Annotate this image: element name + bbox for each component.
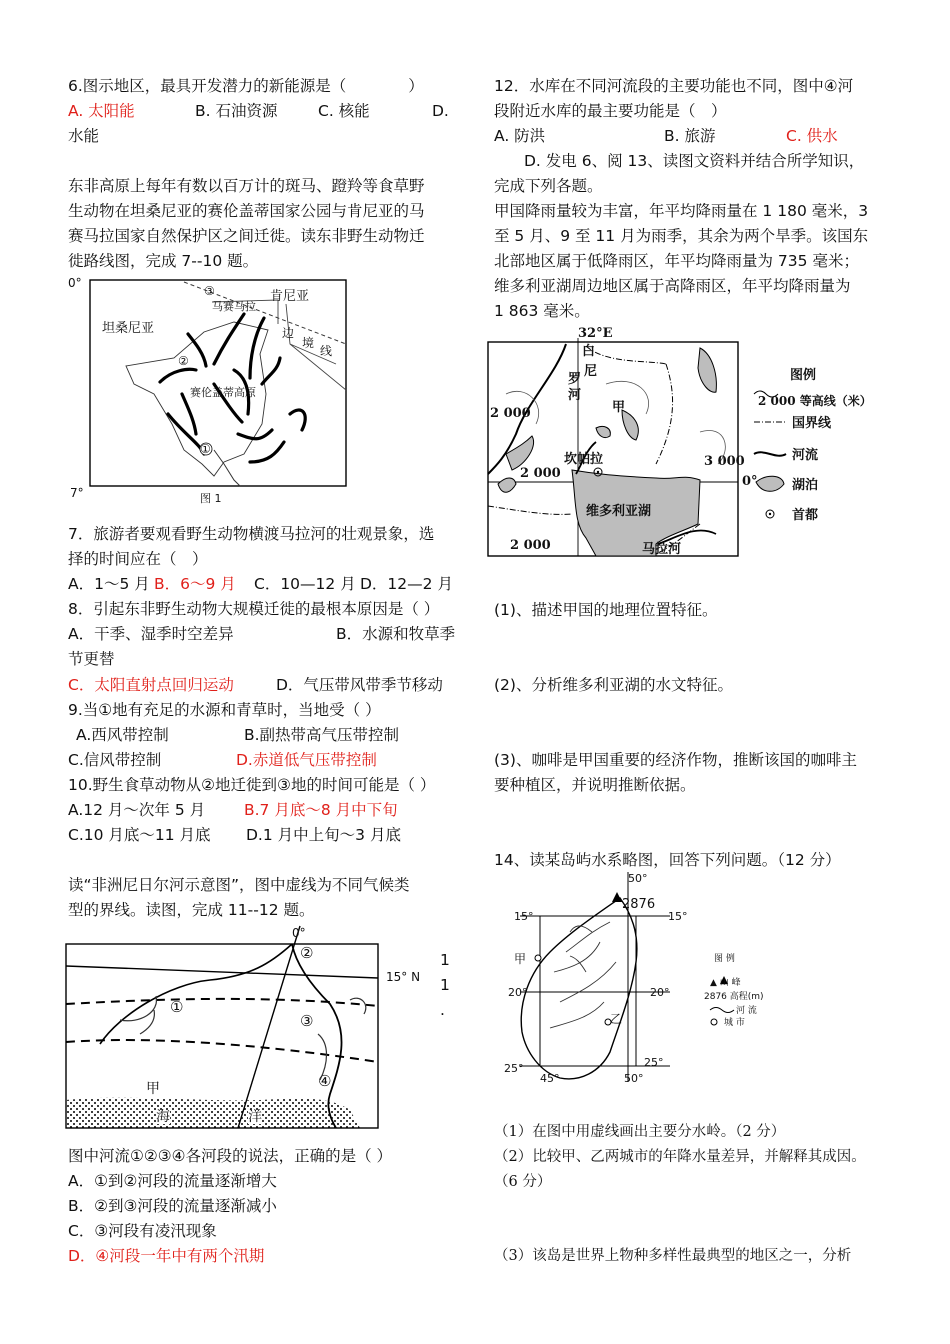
sea-label: 海 [156,1109,170,1125]
legend-river: 河 流 [736,1006,757,1016]
q14-part-2: （2）比较甲、乙两城市的年降水量差异，并解释其成因。 [494,1149,866,1165]
intro-line: 型的界线。读图，完成 11--12 题。 [68,901,315,919]
point-1-label: ① [200,442,211,456]
niger-river-map-graphic [60,924,440,1134]
q8-option-a: A．干季、湿季时空差异 [68,625,234,643]
border-label-3: 线 [320,344,333,358]
lat-15n-label: 15° N [386,970,421,984]
masai-mara-label: 马赛马拉 [212,300,256,313]
niger-river-map [60,924,440,1134]
reach-2-label: ② [300,944,314,962]
intro-line: 读“非洲尼日尔河示意图”，图中虚线为不同气候类 [68,876,410,894]
q6-option-c: C. 核能 [318,102,370,120]
q14-part-3: （3）该岛是世界上物种多样性最典型的地区之一，分析 [494,1248,852,1264]
legend-title: 图例 [790,368,817,383]
country-jia-label: 甲 [612,400,626,415]
ocean-label: 洋 [248,1109,262,1125]
intro-line: 甲国降雨量较为丰富，年平均降雨量在 1 180 毫米，3 [494,202,869,220]
kampala-label: 坎帕拉 [564,452,604,467]
lon-0-label: 0° [292,926,306,940]
side-number: 1 [440,951,450,969]
side-number: . [440,1001,445,1019]
q9-option-b: B.副热带高气压带控制 [244,726,400,744]
contour-label: 3 000 [704,454,745,469]
q6-option-d: D. [432,102,449,120]
q12-option-b: B. 旅游 [664,127,716,145]
q6-option-d-text: 水能 [68,127,100,145]
contour-label: 2 000 [520,466,561,481]
q13-part-3: (3)、咖啡是甲国重要的经济作物，推断该国的咖啡主 [494,751,857,769]
q12-option-c: C. 供水 [786,127,838,145]
lat-0-label: 0° [68,276,82,290]
legend-river: 河流 [792,448,819,463]
intro-line: 维多利亚湖周边地区属于高降雨区，年平均降雨量为 [494,277,851,295]
q12-option-a: A. 防洪 [494,127,546,145]
white-nile-char: 白 [582,344,596,359]
q7-stem-cont: 择的时间应在（ ） [68,550,208,568]
migration-map [64,274,364,510]
border-label-1: 边 [282,326,295,340]
q8-option-b-cont: 节更替 [68,650,115,668]
figure-caption: 图 1 [200,492,222,505]
lat-15-right-label: 15° [668,910,688,923]
q10-option-c: C.10 月底～11 月底 [68,826,211,844]
q11-option-c: C．③河段有凌汛现象 [68,1222,217,1240]
peak-elevation-label: 2876 [622,897,656,912]
lake-victoria-label: 维多利亚湖 [586,504,652,519]
q9-option-d: D.赤道低气压带控制 [236,751,377,769]
q7-option-a: A．1～5 月 [68,575,150,593]
intro-line: 赛马拉国家自然保护区之间迁徙。读东非野生动物迁 [68,227,425,245]
q11-option-b: B．②到③河段的流量逐渐减小 [68,1197,277,1215]
lake-victoria-map [486,324,886,560]
q9-stem: 9.当①地有充足的水源和青草时，当地受（ ） [68,701,381,719]
q10-option-d: D.1 月中上旬～3 月底 [246,826,401,844]
kenya-label: 肯尼亚 [270,289,310,304]
q7-option-d: D．12—2 月 [360,575,453,593]
q10-stem: 10.野生食草动物从②地迁徙到③地的时间可能是（ ） [68,776,436,794]
q11-option-a: A．①到②河段的流量逐渐增大 [68,1172,277,1190]
contour-label: 2 000 [510,538,551,553]
lat-25-left-label: 25° [504,1062,524,1075]
lon-50-bottom-label: 50° [624,1072,644,1085]
white-nile-char: 罗 [568,372,582,387]
lon-45-label: 45° [540,1072,560,1085]
white-nile-char: 尼 [584,364,598,379]
legend-capital: 首都 [792,508,819,523]
legend-contour: 2 000 等高线（米） [758,394,872,408]
q13-part-3-cont: 要种植区，并说明推断依据。 [494,776,696,794]
mara-river-label: 马拉河 [642,542,682,557]
reach-1-label: ① [170,998,184,1016]
island-drainage-map [500,872,900,1092]
reach-3-label: ③ [300,1012,314,1030]
q8-option-b: B．水源和牧草季 [336,625,456,643]
lon-32e-label: 32°E [578,326,613,341]
q7-stem: 7．旅游者要观看野生动物横渡马拉河的壮观景象，选 [68,525,435,543]
serengeti-plateau-label: 赛伦盖蒂高原 [190,386,256,399]
jia-label: 甲 [146,1081,160,1097]
q14-part-2-cont: （6 分） [494,1174,552,1190]
intro-line: 生动物在坦桑尼亚的赛伦盖蒂国家公园与肯尼亚的马 [68,202,425,220]
q10-option-b: B.7 月底～8 月中下旬 [244,801,398,819]
q11-option-d: D．④河段一年中有两个汛期 [68,1247,265,1265]
q13-part-2: (2)、分析维多利亚湖的水文特征。 [494,676,733,694]
lat-25-right-label: 25° [644,1056,664,1069]
q14-stem: 14、读某岛屿水系略图，回答下列问题。（12 分） [494,851,841,869]
q12-option-d: D. 发电 6、阅 13、读图文资料并结合所学知识， [524,152,865,170]
legend-elevation: 2876 高程(m) [704,992,764,1002]
legend-border: 国界线 [792,416,832,431]
q9-option-a: A.西风带控制 [76,726,169,744]
legend-lake: 湖泊 [792,478,819,493]
q12-stem-cont: 段附近水库的最主要功能是（ ） [494,102,727,120]
city-jia-label: 甲 [514,952,527,966]
intro-line: 至 5 月、9 至 11 月为雨季，其余为两个旱季。该国东 [494,227,869,245]
reach-4-label: ④ [318,1072,332,1090]
contour-label: 2 000 [490,406,531,421]
lake-victoria-map-graphic [486,324,886,560]
island-drainage-map-graphic [500,872,900,1092]
q11-stem: 图中河流①②③④各河段的说法，正确的是（ ） [68,1147,393,1165]
intro-line: 1 863 毫米。 [494,302,590,320]
white-nile-char: 河 [568,388,582,403]
point-2-label: ② [178,354,189,368]
q7-option-b: B．6～9 月 [154,575,236,593]
q6-option-b: B. 石油资源 [195,102,278,120]
legend-title: 图 例 [714,954,735,964]
point-3-label: ③ [204,284,215,298]
lat-20-left-label: 20° [508,986,528,999]
city-yi-label: 乙 [610,1012,623,1026]
lat-7-label: 7° [70,486,84,500]
q12-stem: 12．水库在不同河流段的主要功能也不同，图中④河 [494,77,854,95]
equator-label: 0° [742,474,758,489]
intro-line: 北部地区属于低降雨区，年平均降雨量为 735 毫米； [494,252,859,270]
q8-stem: 8．引起东非野生动物大规模迁徙的最根本原因是（ ） [68,600,440,618]
tanzania-label: 坦桑尼亚 [102,321,155,336]
intro-line: 完成下列各题。 [494,177,603,195]
q10-option-a: A.12 月～次年 5 月 [68,801,206,819]
intro-line: 徙路线图，完成 7--10 题。 [68,252,259,270]
lon-50-top-label: 50° [628,872,648,885]
q7-option-c: C．10—12 月 [254,575,356,593]
lat-20-right-label: 20° [650,986,670,999]
legend-peak: ▲ 山 峰 [710,978,741,988]
q6-stem: 6.图示地区，最具开发潜力的新能源是（ ） [68,77,424,95]
q6-option-a: A. 太阳能 [68,102,135,120]
lat-15-left-label: 15° [514,910,534,923]
legend-city: 城 市 [724,1018,745,1028]
q8-option-c: C．太阳直射点回归运动 [68,676,234,694]
intro-line: 东非高原上每年有数以百万计的斑马、蹬羚等食草野 [68,177,425,195]
q13-part-1: (1)、描述甲国的地理位置特征。 [494,601,718,619]
q8-option-d: D．气压带风带季节移动 [276,676,443,694]
q9-option-c: C.信风带控制 [68,751,162,769]
border-label-2: 境 [302,336,315,350]
q14-part-1: （1）在图中用虚线画出主要分水岭。（2 分） [494,1124,786,1140]
side-number: 1 [440,976,450,994]
